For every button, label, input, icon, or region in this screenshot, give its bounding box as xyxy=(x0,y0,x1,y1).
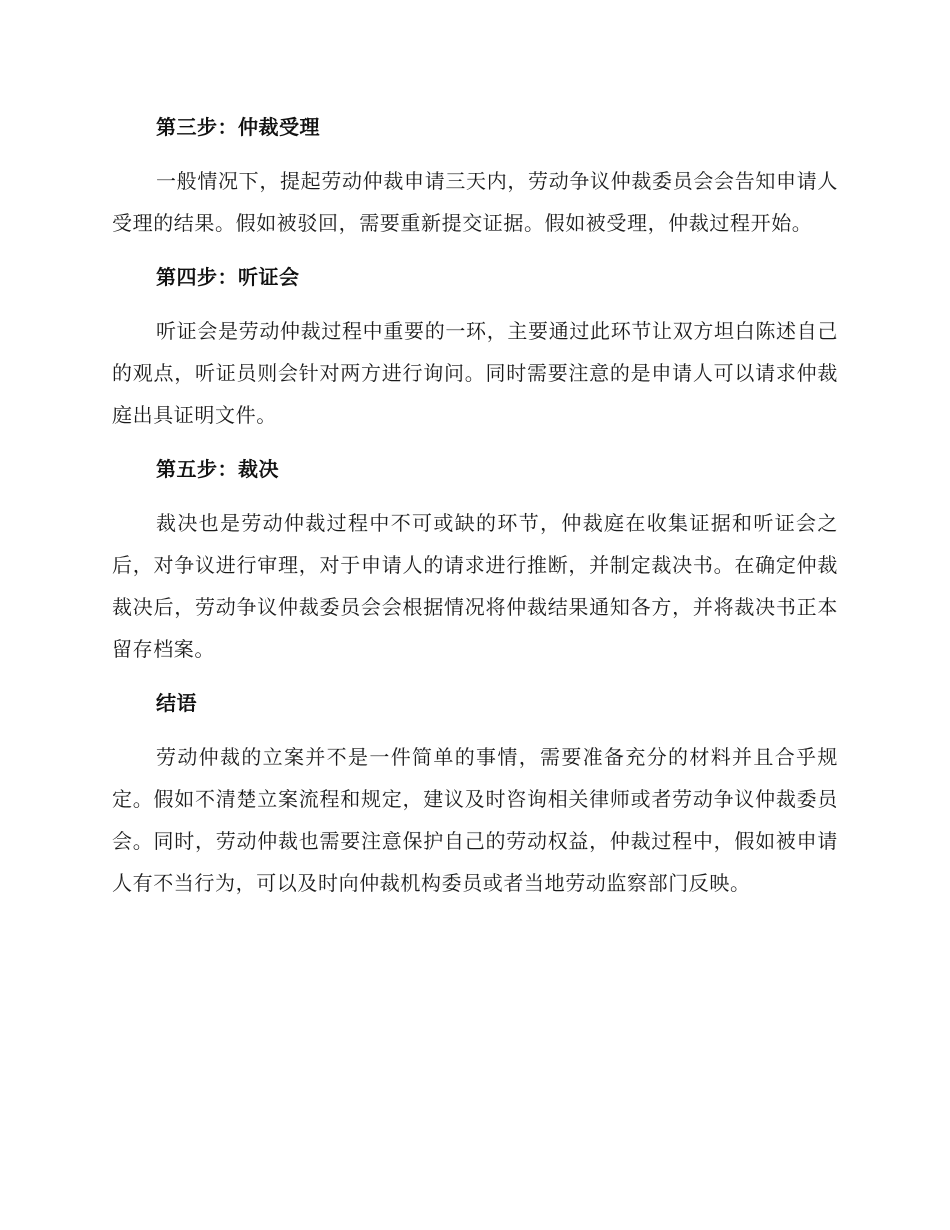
section-heading-step-4: 第四步：听证会 xyxy=(156,265,300,289)
document-body xyxy=(112,108,838,918)
section-paragraph-step-5: 裁决也是劳动仲裁过程中不可或缺的环节，仲裁庭在收集证据和听证会之后，对争议进行审理，对于申请人的请求进行推断，并制定裁决书。在确定仲裁裁决后，劳动争议仲裁委员会会根据情况将仲裁结果通知各方，并将裁决书正本留存档案。 xyxy=(112,511,838,661)
section-heading-step-5: 第五步：裁决 xyxy=(156,457,279,481)
section-paragraph-conclusion: 劳动仲裁的立案并不是一件简单的事情，需要准备充分的材料并且合乎规定。假如不清楚立案流程和规定，建议及时咨询相关律师或者劳动争议仲裁委员会。同时，劳动仲裁也需要注意保护自己的劳动权益，仲裁过程中，假如被申请人有不当行为，可以及时向仲裁机构委员或者当地劳动监察部门反映。 xyxy=(112,745,838,895)
section-heading-step-3: 第三步：仲裁受理 xyxy=(156,115,320,139)
section-paragraph-step-4: 听证会是劳动仲裁过程中重要的一环，主要通过此环节让双方坦白陈述自己的观点，听证员则会针对两方进行询问。同时需要注意的是申请人可以请求仲裁庭出具证明文件。 xyxy=(112,319,838,427)
section-heading-conclusion: 结语 xyxy=(156,691,197,715)
section-paragraph-step-3: 一般情况下，提起劳动仲裁申请三天内，劳动争议仲裁委员会会告知申请人受理的结果。假如被驳回，需要重新提交证据。假如被受理，仲裁过程开始。 xyxy=(112,169,838,235)
